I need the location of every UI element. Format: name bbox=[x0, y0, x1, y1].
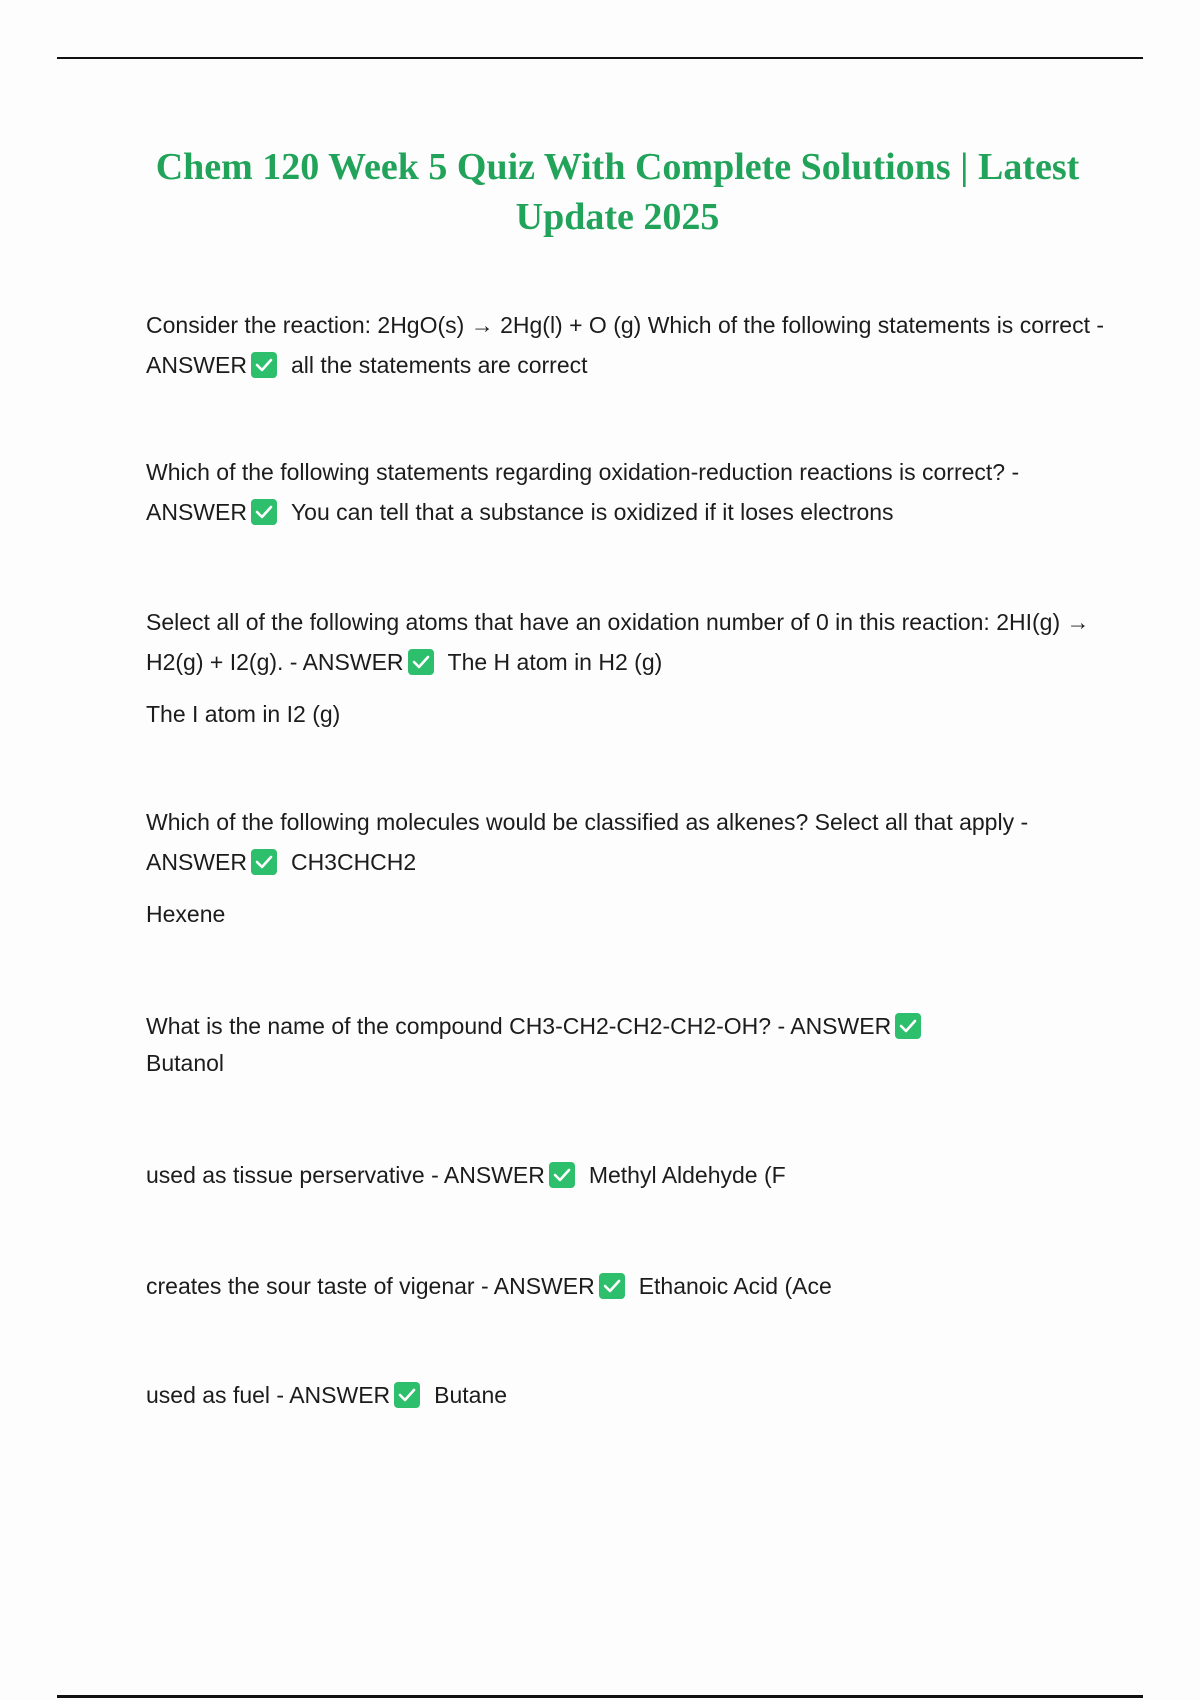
qa-line bbox=[146, 1155, 1106, 1195]
question-text: Consider the reaction: 2HgO(s) → 2Hg(l) + O (g) Which of the following statements is correct - ANSWER bbox=[146, 312, 1105, 378]
answer-text: Methyl Aldehyde (F bbox=[588, 1162, 786, 1188]
check-box-icon bbox=[251, 499, 277, 525]
check-box-icon bbox=[251, 849, 277, 875]
answer-text: CH3CHCH2 bbox=[290, 849, 417, 875]
question-text: Select all of the following atoms that have an oxidation number of 0 in this reaction: 2HI(g) → H2(g) + I2(g). - ANSWER bbox=[146, 609, 1090, 675]
qa-item-2 bbox=[146, 452, 1106, 532]
check-box-icon bbox=[394, 1382, 420, 1408]
answer-text: Butanol bbox=[146, 1050, 225, 1076]
top-rule bbox=[57, 57, 1143, 59]
check-box-icon bbox=[549, 1162, 575, 1188]
qa-item-3 bbox=[146, 602, 1106, 734]
qa-line bbox=[146, 1375, 1106, 1415]
answer-text: You can tell that a substance is oxidized if it loses electrons bbox=[290, 499, 894, 525]
document-title: Chem 120 Week 5 Quiz With Complete Solutions | Latest Update 2025 bbox=[155, 146, 1080, 238]
qa-line bbox=[146, 1266, 1106, 1306]
answer-text: The H atom in H2 (g) bbox=[447, 649, 663, 675]
answer-text: all the statements are correct bbox=[290, 352, 588, 378]
qa-line bbox=[146, 1008, 1106, 1082]
qa-line bbox=[146, 452, 1106, 532]
qa-line bbox=[146, 305, 1106, 385]
check-box-icon bbox=[599, 1273, 625, 1299]
qa-line bbox=[146, 602, 1106, 682]
answer-extra: The I atom in I2 (g) bbox=[146, 701, 341, 727]
qa-item-1 bbox=[146, 305, 1106, 385]
check-box-icon bbox=[251, 352, 277, 378]
check-box-icon bbox=[895, 1013, 921, 1039]
question-text: Which of the following molecules would be classified as alkenes? Select all that apply - ANSWER bbox=[146, 809, 1029, 875]
question-text: Which of the following statements regarding oxidation-reduction reactions is correct? - ANSWER bbox=[146, 459, 1020, 525]
qa-line bbox=[146, 802, 1106, 882]
question-text: used as fuel - ANSWER bbox=[146, 1382, 391, 1408]
answer-text: Butane bbox=[434, 1382, 508, 1408]
check-box-icon bbox=[408, 649, 434, 675]
qa-item-4 bbox=[146, 802, 1106, 934]
question-text: creates the sour taste of vigenar - ANSWER bbox=[146, 1273, 595, 1299]
question-text: What is the name of the compound CH3-CH2-CH2-CH2-OH? - ANSWER bbox=[146, 1013, 892, 1039]
bottom-rule bbox=[57, 1695, 1143, 1698]
answer-extra: Hexene bbox=[146, 901, 226, 927]
qa-item-6 bbox=[146, 1155, 1106, 1195]
qa-item-7 bbox=[146, 1266, 1106, 1306]
question-text: used as tissue perservative - ANSWER bbox=[146, 1162, 545, 1188]
answer-text: Ethanoic Acid (Ace bbox=[638, 1273, 832, 1299]
qa-item-8 bbox=[146, 1375, 1106, 1415]
qa-item-5 bbox=[146, 1008, 1106, 1082]
